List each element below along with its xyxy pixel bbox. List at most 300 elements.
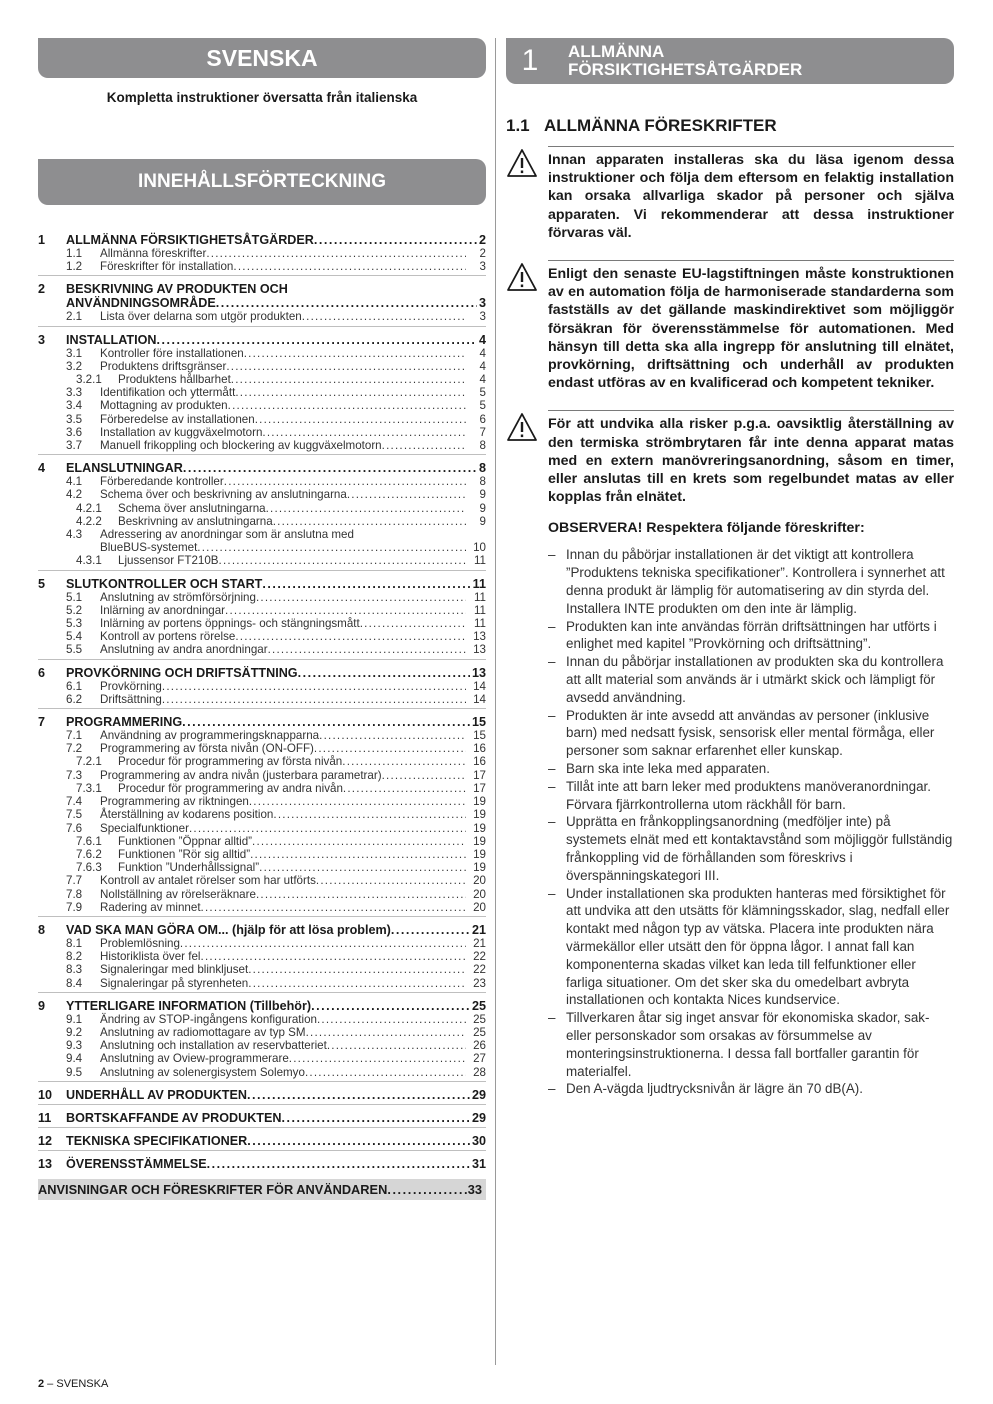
toc-subentry-page: 13: [473, 630, 486, 644]
toc-entry[interactable]: [38, 999, 486, 1013]
toc-subentry-page: 5: [479, 399, 486, 413]
toc-entry[interactable]: [38, 282, 486, 310]
toc-subentry[interactable]: [38, 901, 486, 914]
warning-text: Enligt den senaste EU-lagstiftningen måste konstruktionen av en automation följa de harmoniserade standarderna som fastställs av det gällande maskindirektivet som möjliggör försäkran för överensstämmelse för automationen. Med hänsyn till detta ska alla ingrepp för anslutning till elnätet, provkörning, driftsättning och underhåll av produkten endast utföras av en kvalificerad och kompetent tekniker.: [548, 260, 954, 392]
toc-subentry-text: [118, 755, 466, 768]
toc-subentry-number: 3.1: [66, 346, 83, 360]
toc-entry[interactable]: [38, 577, 486, 591]
toc-subentry[interactable]: [38, 977, 486, 990]
toc-section: [38, 666, 486, 709]
toc-subentry[interactable]: [38, 386, 486, 399]
toc-subentry[interactable]: [38, 1052, 486, 1065]
toc-dots: [262, 426, 466, 439]
toc-dots: [219, 554, 466, 567]
toc-subentry-text: [100, 680, 466, 693]
toc-subentry-number: 6.1: [66, 679, 83, 693]
list-item: [548, 707, 954, 760]
toc-subentry-page: 19: [473, 847, 486, 861]
toc-subentry[interactable]: [38, 782, 486, 795]
toc-subentry-page: 26: [473, 1039, 486, 1053]
toc-subentry-number: 4.1: [66, 475, 83, 489]
toc-subentry[interactable]: [38, 693, 486, 706]
toc-dots: [314, 742, 466, 755]
toc-subentry-label: Beskrivning av anslutningarna: [118, 514, 273, 528]
toc-dots: [183, 461, 477, 475]
toc-subentry-text: [100, 742, 466, 755]
toc-dots: [207, 1157, 470, 1171]
toc-dots: [206, 247, 466, 260]
toc-subentry-page: 11: [473, 590, 486, 604]
toc-dots: [319, 729, 466, 742]
toc-subentry-page: 20: [473, 900, 486, 914]
toc-subentry-number: 7.8: [66, 887, 83, 901]
toc-subentry-number: 3.3: [66, 386, 83, 400]
section-title: [506, 116, 954, 136]
toc-subentry[interactable]: [38, 247, 486, 260]
toc-dots: [342, 755, 466, 768]
toc-subentry-number: 7.9: [66, 900, 83, 914]
toc-title: INNEHÅLLSFÖRTECKNING: [38, 159, 486, 205]
list-item-text: Barn ska inte leka med apparaten.: [566, 761, 770, 777]
toc-subentry-label: Adressering av anordningar som är anslutna med: [100, 528, 354, 542]
toc-dots: [162, 680, 466, 693]
toc-entry-page: 2: [478, 233, 486, 247]
toc-subentry-page: 4: [479, 346, 486, 360]
toc-subentry[interactable]: [38, 643, 486, 656]
toc-subentry-text: [100, 808, 466, 821]
toc-subentry-label: Allmänna föreskrifter: [100, 247, 207, 260]
toc-subentry-label: Anslutning av strömförsörjning: [100, 590, 256, 604]
toc-subentry[interactable]: [38, 630, 486, 643]
toc-dots: [247, 1134, 470, 1148]
toc-entry-page: 4: [478, 332, 486, 347]
toc-subentry-label: Lista över delarna som utgör produkten: [100, 310, 302, 324]
toc-subentry-text: [118, 861, 466, 874]
toc-subentry[interactable]: [38, 528, 486, 554]
toc-dots: [317, 1013, 466, 1026]
toc-dots: [244, 347, 466, 360]
toc-subentry[interactable]: [38, 1066, 486, 1079]
toc-subentry-number: 3.6: [66, 425, 83, 439]
toc-subentry-page: 3: [479, 260, 486, 274]
toc-subentry[interactable]: [38, 373, 486, 386]
toc-subentry-number: 9.1: [66, 1012, 83, 1026]
toc-subentry-number: 7.6.2: [76, 847, 102, 861]
section-number: 1.1: [506, 116, 530, 135]
toc-subentry[interactable]: [38, 874, 486, 887]
toc-subentry[interactable]: [38, 888, 486, 901]
toc-subentry-text: [100, 729, 466, 742]
toc-entry-label: SLUTKONTROLLER OCH START: [66, 576, 263, 591]
toc-subentry[interactable]: [38, 937, 486, 950]
toc-subentry-label: Kontroller före installationen: [100, 346, 244, 360]
toc-subentry-number: 5.2: [66, 603, 83, 617]
toc-entry-number: 10: [38, 1087, 53, 1102]
toc-subentry-label: Anslutning av solenergisystem Solemyo: [100, 1065, 305, 1079]
toc-entry-label: TEKNISKA SPECIFIKATIONER: [66, 1133, 248, 1148]
toc-subentry-text: [118, 848, 466, 861]
list-item-text: Den A-vägda ljudtrycksnivån är lägre än 70 dB(A).: [566, 1081, 863, 1097]
toc-subentry-text: [100, 963, 466, 976]
toc-subentry-page: 19: [473, 834, 486, 848]
toc-dots: [197, 541, 466, 554]
toc-subentry[interactable]: [38, 347, 486, 360]
toc-subentry-number: 7.3.1: [76, 781, 102, 795]
toc-entry[interactable]: [38, 1134, 486, 1148]
toc-subentry-label: Återställning av kodarens position: [100, 808, 274, 822]
toc-entry-number: 3: [38, 332, 46, 347]
toc-subentry-label: Funktionen ”Öppnar alltid”: [118, 834, 253, 848]
toc-subentry-label: Kontroll av antalet rörelser som har utförts: [100, 874, 316, 888]
toc-subentry-text: [100, 693, 466, 706]
toc-subentry[interactable]: [38, 310, 486, 323]
toc-subentry-label: Procedur för programmering av andra nivån: [118, 781, 343, 795]
toc-subentry-number: 9.5: [66, 1065, 83, 1079]
toc-subentry[interactable]: [38, 742, 486, 755]
toc-subentry[interactable]: [38, 413, 486, 426]
toc-subentry[interactable]: [38, 822, 486, 835]
toc-subentry-number: 9.4: [66, 1052, 83, 1066]
toc-entry-line2: [66, 296, 486, 310]
toc-subentry-page: 8: [479, 439, 486, 453]
toc-dots: [327, 1039, 466, 1052]
warnings: [506, 146, 954, 506]
toc-subentry-text: [100, 937, 466, 950]
toc-subentry-label: Förberedande kontroller: [100, 475, 224, 489]
toc-subentry-page: 13: [473, 643, 486, 657]
toc-entry-text: [66, 1111, 470, 1125]
toc-subentry-text: [118, 515, 466, 528]
toc-subentry-label: Schema över anslutningarna: [118, 501, 266, 515]
toc-subentry[interactable]: [38, 399, 486, 412]
toc-subentry-text: [118, 502, 466, 515]
toc-subentry[interactable]: [38, 963, 486, 976]
toc-subentry-page: 7: [479, 425, 486, 439]
warning-text: Innan apparaten installeras ska du läsa igenom dessa instruktioner och följa dem eftersom en felaktig installation kan orsaka allvarliga skador på personer och själva apparaten. Vi rekommenderar att dessa instruktioner förvaras väl.: [548, 146, 954, 242]
toc-subentry-page: 22: [473, 963, 486, 977]
toc-subentry-text: [100, 1052, 466, 1065]
list-item: [548, 653, 954, 706]
toc-dots: [311, 999, 470, 1013]
toc-entry-number: 6: [38, 665, 46, 680]
list-item-text: Innan du påbörjar installationen är det viktigt att kontrollera ”Produktens tekniska specifikationer”. Kontrollera i synnerhet att denna produkt är lämplig för automatisering av din styrda del. Installera INTE produkten om den inte är lämplig.: [566, 547, 945, 616]
toc-subentry[interactable]: [38, 1039, 486, 1052]
toc-dots: [391, 923, 470, 937]
toc-dots: [262, 577, 470, 591]
toc-subentry[interactable]: [38, 808, 486, 821]
toc-footer-entry[interactable]: [38, 1179, 486, 1200]
toc-subentry-number: 4.3.1: [76, 554, 102, 568]
toc-entry-text: [66, 282, 486, 310]
toc-subentry-number: 7.6.1: [76, 834, 102, 848]
toc-subentry-page: 6: [479, 412, 486, 426]
toc-entry-page: 13: [471, 665, 486, 680]
toc-subentry[interactable]: [38, 475, 486, 488]
toc-subentry[interactable]: [38, 260, 486, 273]
toc-subentry-page: 27: [473, 1052, 486, 1066]
toc-entry[interactable]: [38, 715, 486, 729]
toc-dots: [226, 360, 466, 373]
toc-subentry-label: Specialfunktioner: [100, 821, 189, 835]
toc-subentry-text: [100, 1066, 466, 1079]
toc-entry-number: 1: [38, 233, 46, 247]
toc-subentry[interactable]: [38, 835, 486, 848]
toc-subentry[interactable]: [38, 604, 486, 617]
toc-entry-label-2: ANVÄNDNINGSOMRÅDE: [66, 296, 216, 311]
bullet-dash: –: [548, 761, 556, 777]
toc-subentry[interactable]: [38, 861, 486, 874]
toc-subentry-page: 28: [473, 1065, 486, 1079]
toc-subentry-page: 11: [473, 554, 486, 568]
toc-subentry[interactable]: [38, 769, 486, 782]
toc-subentry-number: 7.5: [66, 808, 83, 822]
toc-subentry-line2: [100, 541, 486, 554]
list-item-text: Tillverkaren åtar sig inget ansvar för ekonomiska skador, sak- eller personskador som orsakas av försummelse av monteringsinstruktionerna. I dessa fall bortfaller garantin för materialfel.: [566, 1010, 930, 1079]
toc-subentry-number: 7.1: [66, 729, 83, 743]
toc-subentry-text: [100, 888, 466, 901]
toc-subentry-number: 1.2: [66, 260, 83, 274]
chapter-title-line-1: ALLMÄNNA: [568, 42, 665, 61]
toc-dots: [268, 643, 466, 656]
toc-subentry-text: [100, 413, 466, 426]
toc-subentry-text: [100, 399, 466, 412]
precaution-list: [548, 546, 954, 1098]
toc-section: [38, 333, 486, 456]
table-of-contents: [38, 233, 486, 1173]
chapter-number: 1: [521, 44, 539, 77]
toc-subentry[interactable]: [38, 502, 486, 515]
toc-subentry-number: 7.6.3: [76, 861, 102, 875]
toc-entry-number: 13: [38, 1156, 53, 1171]
list-item-text: Upprätta en frånkopplingsanordning (medföljer inte) på systemets elnät med ett kontaktavstånd som möjliggör fullständig frånkoppling vid de förhållanden som föreskrivs i överspänningskategori III.: [566, 814, 953, 883]
toc-entry[interactable]: [38, 666, 486, 680]
list-item-text: Produkten är inte avsedd att användas av personer (inklusive barn) med nedsatt fysisk, sensorisk eller mental förmåga, eller personer som saknar erfarenhet eller kunskap.: [566, 707, 935, 759]
toc-subentry-page: 25: [473, 1012, 486, 1026]
toc-subentry[interactable]: [38, 439, 486, 452]
toc-subentry-number: 6.2: [66, 692, 83, 706]
toc-subentry[interactable]: [38, 515, 486, 528]
page-footer: [38, 1378, 108, 1390]
toc-subentry-page: 14: [473, 679, 486, 693]
toc-subentry-label: Programmering av första nivån (ON-OFF): [100, 742, 314, 756]
toc-entry-page: 15: [471, 715, 486, 730]
toc-dots: [306, 1026, 466, 1039]
toc-subentry[interactable]: [38, 426, 486, 439]
toc-subentry-label: Ändring av STOP-ingångens konfiguration: [100, 1012, 317, 1026]
toc-subentry[interactable]: [38, 848, 486, 861]
toc-subentry-label: Anslutning av radiomottagare av typ SM: [100, 1025, 306, 1039]
toc-subentry[interactable]: [38, 795, 486, 808]
toc-subentry-text: [100, 488, 466, 501]
toc-dots: [255, 413, 466, 426]
toc-subentry-text: [100, 795, 466, 808]
footer-text: – SVENSKA: [44, 1378, 109, 1390]
toc-dots: [180, 937, 466, 950]
toc-subentry-label: Inlärning av anordningar: [100, 603, 226, 617]
toc-subentry-text: [100, 475, 466, 488]
toc-dots: [249, 795, 466, 808]
right-column: [506, 38, 954, 1098]
toc-section: [38, 461, 486, 570]
bullet-dash: –: [548, 778, 556, 794]
toc-entry-text: [66, 461, 477, 475]
toc-subentry-page: 10: [473, 541, 486, 555]
toc-subentry-number: 3.4: [66, 399, 83, 413]
toc-subentry-text: [100, 1039, 466, 1052]
toc-entry-label: PROVKÖRNING OCH DRIFTSÄTTNING: [66, 665, 298, 680]
toc-subentry-number: 3.2: [66, 359, 83, 373]
toc-dots: [289, 1052, 466, 1065]
toc-subentry-number: 2.1: [66, 310, 83, 324]
warning-text: För att undvika alla risker p.g.a. oavsiktlig återställning av den termiska strömbrytaren får inte denna apparat matas med en extern manövreringsanordning, såsom en timer, eller anslutas till en krets som regelbundet matas av eller kopplas från elnätet.: [548, 410, 954, 506]
toc-subentry[interactable]: [38, 950, 486, 963]
column-divider: [495, 38, 496, 1365]
toc-subentry[interactable]: [38, 755, 486, 768]
toc-subentry-page: 19: [473, 861, 486, 875]
toc-entry[interactable]: [38, 1088, 486, 1102]
toc-subentry-text: [100, 591, 466, 604]
toc-dots: [305, 1066, 466, 1079]
toc-subentry[interactable]: [38, 1026, 486, 1039]
toc-subentry-text: [100, 643, 466, 656]
toc-subentry-number: 3.2.1: [76, 373, 102, 387]
toc-entry-text: [66, 1134, 470, 1148]
toc-subentry-text: [118, 835, 466, 848]
page-number: 2: [38, 1378, 45, 1390]
toc-section: [38, 1111, 486, 1128]
toc-subentry-page: 16: [473, 742, 486, 756]
toc-subentry-label: Identifikation och yttermått: [100, 386, 236, 400]
toc-subentry[interactable]: [38, 617, 486, 630]
bullet-dash: –: [548, 618, 556, 634]
toc-subentry-number: 8.4: [66, 976, 83, 990]
toc-dots: [259, 861, 466, 874]
toc-subentry-number: 1.1: [66, 247, 83, 260]
toc-subentry-page: 2: [479, 247, 486, 260]
toc-entry-label: INSTALLATION: [66, 332, 157, 347]
bullet-dash: –: [548, 707, 556, 723]
toc-subentry-text: [100, 310, 466, 323]
toc-subentry-label: Programmering av riktningen: [100, 795, 249, 809]
left-column: [38, 38, 486, 1200]
toc-entry[interactable]: [38, 923, 486, 937]
toc-subentry-label: Förberedelse av installationen: [100, 412, 255, 426]
toc-subentry-label: Historiklista över fel: [100, 950, 201, 964]
toc-section: [38, 1134, 486, 1151]
toc-dots: [233, 260, 466, 273]
toc-entry-number: 7: [38, 715, 46, 730]
toc-subentry-text: [100, 360, 466, 373]
toc-entry-number: 4: [38, 461, 46, 476]
toc-section: [38, 999, 486, 1082]
toc-entry[interactable]: [38, 333, 486, 347]
toc-dots: [189, 822, 466, 835]
toc-subentry[interactable]: [38, 680, 486, 693]
toc-entry-page: 29: [471, 1087, 486, 1102]
toc-subentry-text: [100, 528, 486, 554]
toc-entry-label: YTTERLIGARE INFORMATION (Tillbehör): [66, 998, 312, 1013]
toc-entry-number: 5: [38, 576, 46, 591]
toc-dots: [282, 1111, 470, 1125]
toc-dots: [382, 769, 466, 782]
toc-footer-label: ANVISNINGAR OCH FÖRESKRIFTER FÖR ANVÄNDAREN: [38, 1181, 388, 1197]
toc-entry-label: ALLMÄNNA FÖRSIKTIGHETSÅTGÄRDER: [66, 233, 314, 247]
toc-dots: [387, 1182, 467, 1197]
toc-subentry-label: Procedur för programmering av första nivån: [118, 755, 343, 769]
toc-entry-label: BORTSKAFFANDE AV PRODUKTEN: [66, 1110, 282, 1125]
toc-subentry[interactable]: [38, 554, 486, 567]
toc-subentry-number: 4.3: [66, 528, 83, 542]
toc-entry[interactable]: [38, 1111, 486, 1125]
toc-section: [38, 233, 486, 276]
toc-subentry-label: Anslutning av andra anordningar: [100, 643, 268, 657]
warning-icon: [506, 260, 548, 392]
toc-subentry-text: [100, 617, 466, 630]
toc-subentry-label: Funktionen ”Rör sig alltid”: [118, 847, 251, 861]
toc-entry[interactable]: [38, 461, 486, 475]
toc-subentry[interactable]: [38, 360, 486, 373]
toc-entry-label: ELANSLUTNINGAR: [66, 461, 183, 476]
toc-subentry-number: 8.2: [66, 950, 83, 964]
toc-subentry[interactable]: [38, 729, 486, 742]
toc-dots: [266, 502, 466, 515]
toc-subentry-page: 17: [473, 768, 486, 782]
toc-entry-page: 25: [471, 998, 486, 1013]
toc-subentry-page: 9: [479, 514, 486, 528]
toc-entry-page: 3: [478, 296, 486, 311]
toc-dots: [382, 439, 466, 452]
toc-dots: [256, 591, 466, 604]
toc-dots: [248, 963, 466, 976]
observe-heading: OBSERVERA! Respektera följande föreskrifter:: [548, 520, 865, 537]
toc-dots: [256, 888, 466, 901]
bullet-dash: –: [548, 814, 556, 830]
toc-subentry-page: 11: [473, 617, 486, 631]
toc-dots: [224, 475, 466, 488]
toc-subentry-label: Radering av minnet: [100, 900, 201, 914]
toc-dots: [314, 233, 477, 247]
toc-subentry-number: 5.1: [66, 590, 83, 604]
toc-subentry-label: Användning av programmeringsknapparna: [100, 729, 320, 743]
toc-entry-label: PROGRAMMERING: [66, 715, 183, 730]
toc-dots: [225, 604, 466, 617]
toc-dots: [273, 515, 466, 528]
toc-entry-page: 21: [471, 922, 486, 937]
toc-subentry-label: Mottagning av produkten: [100, 399, 228, 413]
toc-subentry-page: 4: [479, 373, 486, 387]
toc-dots: [347, 488, 466, 501]
toc-entry[interactable]: [38, 233, 486, 247]
toc-entry-page: 30: [471, 1133, 486, 1148]
toc-subentry[interactable]: [38, 591, 486, 604]
toc-subentry-label: Schema över och beskrivning av anslutningarna: [100, 488, 347, 502]
toc-subentry-page: 9: [479, 488, 486, 502]
list-item-text: Innan du påbörjar installationen av produkten ska du kontrollera att allt material som används är i utmärkt skick och lämpligt för avsedd användning.: [566, 654, 944, 705]
toc-footer-page: 33: [467, 1181, 482, 1197]
toc-entry-text: [66, 233, 477, 247]
toc-entry[interactable]: [38, 1157, 486, 1171]
toc-subentry-page: 20: [473, 887, 486, 901]
toc-dots: [343, 782, 466, 795]
toc-dots: [252, 835, 466, 848]
toc-dots: [360, 617, 466, 630]
toc-subentry[interactable]: [38, 488, 486, 501]
warning-icon: [506, 410, 548, 506]
toc-subentry[interactable]: [38, 1013, 486, 1026]
toc-subentry-label: Problemlösning: [100, 936, 180, 950]
toc-subentry-number: 9.2: [66, 1025, 83, 1039]
toc-dots: [216, 296, 477, 310]
